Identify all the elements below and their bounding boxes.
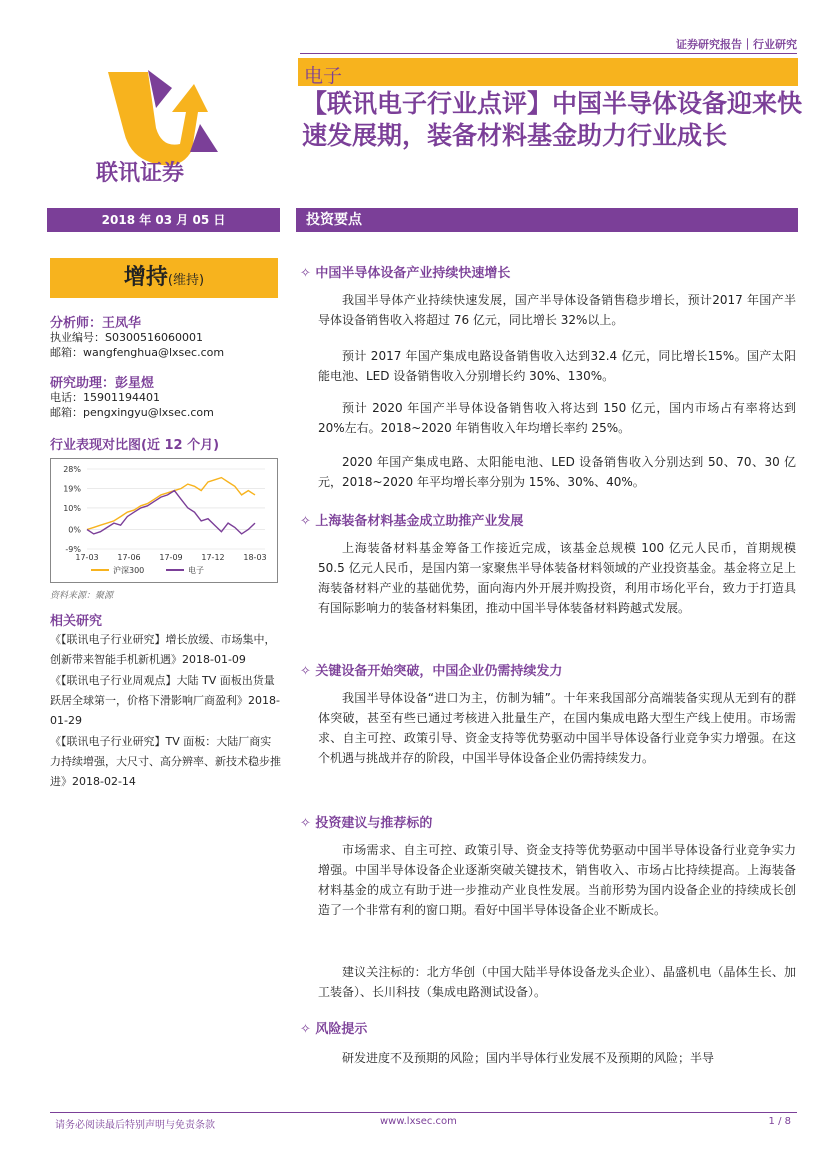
paragraph: 2020 年国产集成电路、太阳能电池、LED 设备销售收入分别达到 50、70、30 亿元，2018~2020 年平均增长率分别为 15%、30%、40%。	[318, 455, 796, 489]
rating-box	[50, 258, 278, 298]
sub-heading: ✧ 中国半导体设备产业持续快速增长	[300, 266, 511, 281]
paragraph: 我国半导体设备“进口为主，仿制为辅”。十年来我国部分高端装备实现从无到有的群体突破，甚至有些已通过考核进入批量生产，在国内集成电路大型生产线上使用。市场需求、自主可控、政策引导、资金支持等优势驱动中国半导体设备行业竞争实力增强。在这个机遇与挑战并存的阶段，中国半导体设备企业仍需持续发力。	[318, 691, 796, 765]
company-logo	[90, 58, 240, 188]
report-title: 【联讯电子行业点评】中国半导体设备迎来快速发展期，装备材料基金助力行业成长	[302, 89, 803, 150]
diamond-icon: ✧	[300, 514, 316, 529]
chart-y-tick: 10%	[63, 503, 81, 513]
chart-x-tick: 17-09	[159, 553, 183, 562]
related-list	[50, 630, 282, 793]
chart-y-tick: 0%	[68, 525, 81, 535]
chart-x-tick: 17-06	[117, 553, 141, 562]
chart-x-tick: 18-03	[243, 553, 267, 562]
performance-chart	[50, 458, 278, 583]
analyst-license: 执业编号：S0300516060001	[50, 331, 203, 344]
logo-text: 联讯证券	[96, 161, 185, 186]
sub-heading: ✧ 风险提示	[300, 1022, 368, 1037]
section-title: 投资要点	[296, 208, 798, 232]
assistant-label: 研究助理：彭星煜	[50, 376, 155, 391]
analyst-label: 分析师：王凤华	[50, 316, 142, 331]
sub-heading: ✧ 关键设备开始突破，中国企业仍需持续发力	[300, 664, 563, 679]
footer-rule	[50, 1112, 797, 1113]
chart-x-tick: 17-12	[201, 553, 225, 562]
assistant-email: 邮箱：pengxingyu@lxsec.com	[50, 406, 214, 419]
chart-title: 行业表现对比图(近 12 个月)	[50, 438, 220, 453]
diamond-icon: ✧	[300, 266, 316, 281]
chart-source: 资料来源：聚源	[50, 591, 114, 601]
header-rule	[300, 53, 797, 54]
chart-y-tick: 28%	[63, 465, 81, 474]
chart-legend-label: 电子	[188, 566, 204, 575]
paragraph: 预计 2017 年国产集成电路设备销售收入达到32.4 亿元，同比增长15%。国产太阳能电池、LED 设备销售收入分别增长约 30%、130%。	[318, 349, 796, 383]
paragraph: 我国半导体产业持续快速发展，国产半导体设备销售稳步增长，预计2017 年国产半导体设备销售收入将超过 76 亿元，同比增长 32%以上。	[318, 293, 796, 327]
chart-x-tick: 17-03	[75, 553, 99, 562]
report-type: 证券研究报告｜行业研究	[676, 38, 797, 51]
chart-series-line	[87, 491, 255, 534]
assistant-phone: 电话：15901194401	[50, 391, 160, 404]
analyst-email: 邮箱：wangfenghua@lxsec.com	[50, 346, 225, 359]
chart-y-tick: -9%	[65, 545, 81, 554]
paragraph: 预计 2020 年国产半导体设备销售收入将达到 150 亿元，国内市场占有率将达到 20%左右。2018~2020 年销售收入年均增长率约 25%。	[318, 401, 796, 435]
footer-disclaimer[interactable]: 请务必阅读最后特别声明与免责条款	[55, 1120, 215, 1131]
chart-y-tick: 19%	[63, 484, 81, 494]
sector-label: 电子	[304, 65, 343, 87]
related-item: 《【联讯电子行业研究】TV 面板：大陆厂商实力持续增强，大尺寸、高分辨率、新技术稳步推进》2018-02-14	[50, 735, 281, 788]
chart-legend-label: 沪深300	[113, 566, 145, 575]
rating-value: 增持	[123, 265, 168, 290]
sub-heading: ✧ 上海装备材料基金成立助推产业发展	[300, 514, 524, 529]
chart-series-line	[87, 478, 255, 530]
paragraph: 建议关注标的：北方华创（中国大陆半导体设备龙头企业）、晶盛机电（晶体生长、加工装备）、长川科技（集成电路测试设备）。	[318, 965, 796, 999]
diamond-icon: ✧	[300, 664, 316, 679]
chart-svg	[51, 459, 277, 582]
diamond-icon: ✧	[300, 816, 316, 831]
paragraph: 研发进度不及预期的风险；国内半导体行业发展不及预期的风险；半导	[342, 1051, 715, 1065]
related-item: 《【联讯电子行业周观点】大陆 TV 面板出货量跃居全球第一，价格下滑影响厂商盈利》2018-01-29	[50, 674, 280, 727]
footer-page: 1 / 8	[768, 1116, 791, 1127]
related-title: 相关研究	[50, 614, 103, 629]
report-date: 2018 年 03 月 05 日	[47, 208, 280, 232]
related-item: 《【联讯电子行业研究】增长放缓、市场集中，创新带来智能手机新机遇》2018-01-09	[50, 633, 276, 666]
sector-bar	[298, 58, 798, 86]
diamond-icon: ✧	[300, 1022, 316, 1037]
rating-note: (维持)	[167, 273, 205, 288]
sub-heading: ✧ 投资建议与推荐标的	[300, 816, 433, 831]
paragraph: 市场需求、自主可控、政策引导、资金支持等优势驱动中国半导体设备行业竞争实力增强。中国半导体设备企业逐渐突破关键技术，销售收入、市场占比持续提高。上海装备材料基金的成立有助于进一步推动产业良性发展。当前形势为国内设备企业的持续成长创造了一个非常有利的窗口期。看好中国半导体设备企业不断成长。	[318, 843, 796, 917]
paragraph: 上海装备材料基金筹备工作接近完成，该基金总规模 100 亿元人民币，首期规模 50.5 亿元人民币，是国内第一家聚焦半导体装备材料领域的产业投资基金。基金将立足上海装备材料产业的基础优势，面向海内外开展并购投资，利用市场化平台，致力于打造具有国际影响力的装备材料集团，推动中国半导体装备材料跨越式发展。	[318, 541, 796, 615]
footer-website[interactable]: www.lxsec.com	[380, 1116, 457, 1127]
